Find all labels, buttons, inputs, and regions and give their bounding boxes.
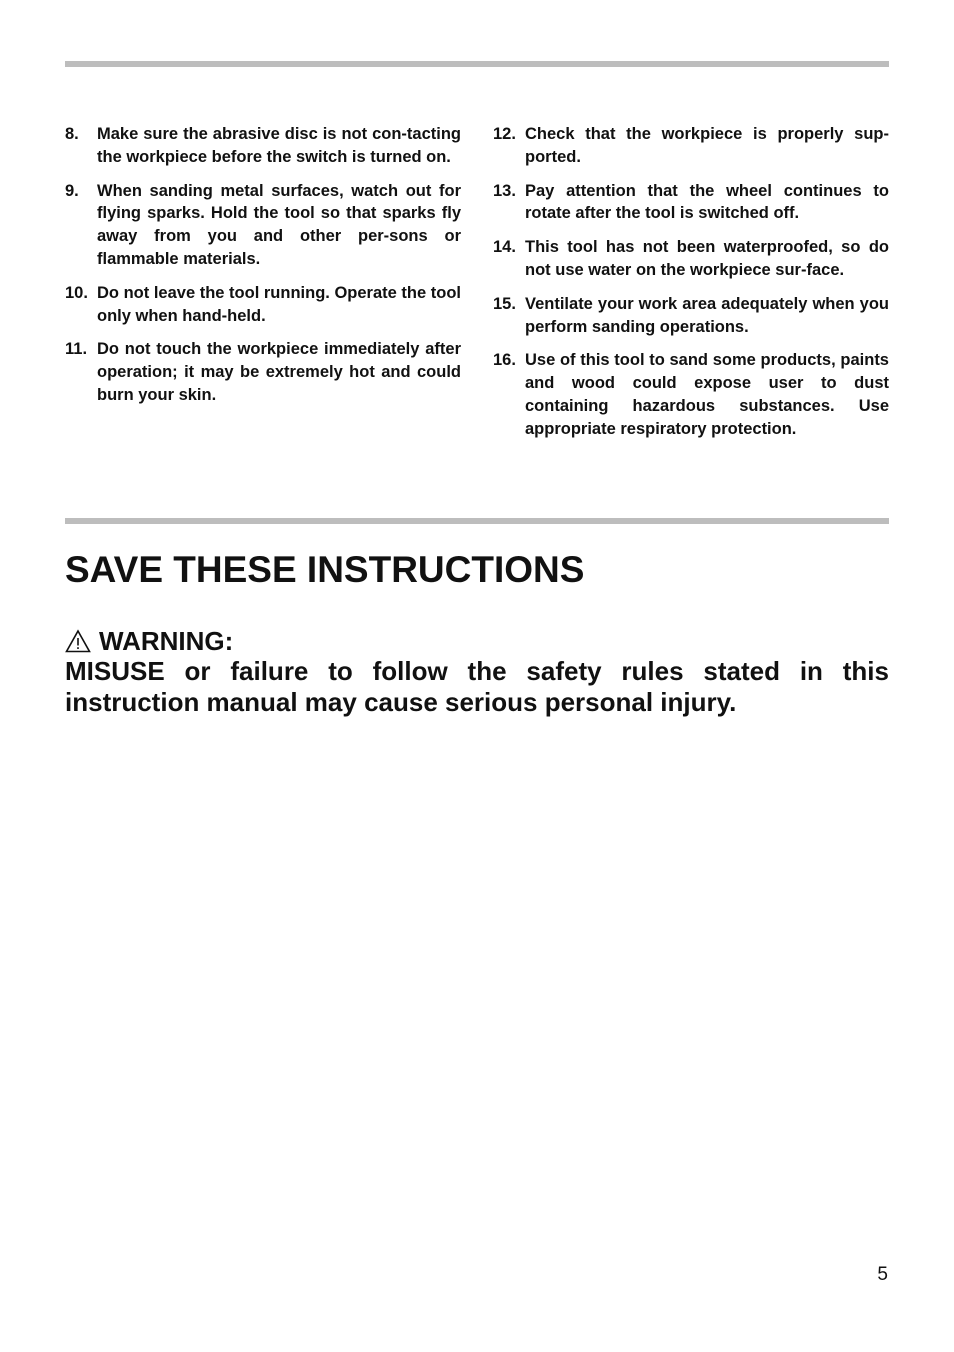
- warning-triangle-icon: [65, 629, 91, 653]
- page-heading: SAVE THESE INSTRUCTIONS: [65, 549, 585, 590]
- warning-title-row: [65, 626, 889, 656]
- list-item-text: This tool has not been waterproofed, so do not use water on the workpiece sur-face.: [525, 238, 889, 279]
- warning-block: [65, 626, 889, 718]
- list-item-text: Do not leave the tool running. Operate the tool only when hand-held.: [97, 283, 461, 325]
- right-column: [493, 123, 889, 452]
- list-item-number: 11.: [65, 340, 88, 359]
- page-number: 5: [877, 1264, 888, 1285]
- list-item: [493, 180, 889, 226]
- section-divider: [65, 518, 889, 524]
- list-item-number: 16.: [493, 351, 516, 370]
- list-item: [493, 236, 889, 282]
- list-item-text: Ventilate your work area adequately when you perform sanding operations.: [525, 294, 889, 336]
- list-item-text: Check that the workpiece is properly sup-ported.: [525, 125, 889, 166]
- list-item: [65, 123, 461, 169]
- list-item-text: Pay attention that the wheel continues to rotate after the tool is switched off.: [525, 181, 889, 223]
- top-divider: [65, 61, 889, 67]
- list-item-text: Make sure the abrasive disc is not con-tacting the workpiece before the switch is turned on.: [97, 125, 461, 166]
- list-item-number: 8.: [65, 125, 79, 143]
- list-item-number: 13.: [493, 181, 516, 200]
- list-item-number: 12.: [493, 125, 516, 143]
- list-item: [493, 123, 889, 169]
- list-item: [65, 180, 461, 271]
- list-item: [493, 293, 889, 339]
- list-item-text: Do not touch the workpiece immediately after operation; it may be extremely hot and could burn your skin.: [97, 340, 461, 404]
- list-item-number: 15.: [493, 294, 516, 313]
- warning-text: MISUSE or failure to follow the safety rules stated in this instruction manual may cause serious personal injury.: [65, 656, 889, 717]
- list-item: [65, 282, 461, 328]
- list-item-number: 10.: [65, 283, 88, 302]
- list-item-number: 9.: [65, 181, 79, 200]
- list-item-text: When sanding metal surfaces, watch out for flying sparks. Hold the tool so that sparks fly away from you and other per-sons or flammable materials.: [97, 181, 461, 268]
- list-item-text: Use of this tool to sand some products, paints and wood could expose user to dust containing hazardous substances. Use appropriate respiratory protection.: [525, 351, 889, 438]
- list-item: [65, 338, 461, 406]
- list-item-number: 14.: [493, 238, 516, 257]
- warning-title: WARNING:: [99, 626, 234, 656]
- list-item: [493, 349, 889, 440]
- left-column: [65, 123, 461, 418]
